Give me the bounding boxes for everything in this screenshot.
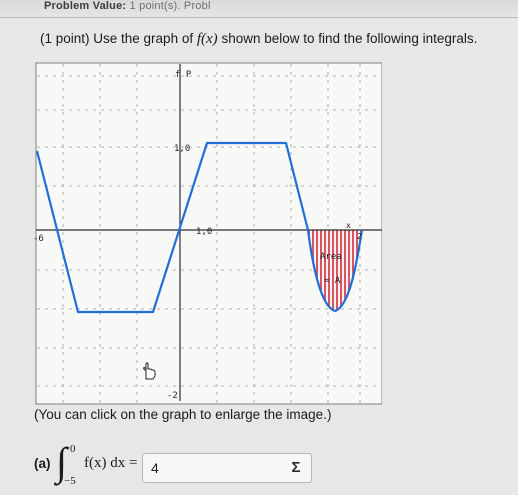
- problem-prefix: (1 point) Use the graph of: [40, 31, 194, 46]
- integral-upper-limit: 0: [70, 443, 76, 455]
- y-top-label: 1,0: [174, 144, 191, 154]
- pointer-hand-icon: [141, 362, 157, 380]
- integral-lower-limit: −5: [64, 475, 76, 487]
- x-neg-label: -6: [33, 234, 44, 244]
- area-label-line1: Area: [320, 252, 342, 262]
- problem-suffix: shown below to find the following integrals.: [221, 31, 478, 46]
- part-a-label: (a): [34, 456, 51, 471]
- y-bottom-label: -2: [167, 391, 178, 401]
- area-label-line2: = A: [324, 276, 341, 286]
- problem-function: f(x): [196, 31, 218, 47]
- x-mid-label: 1,0: [196, 227, 213, 237]
- problem-value-rest: 1 point(s). Probl: [129, 0, 211, 12]
- x-right-label: 2: [357, 232, 362, 241]
- y-axis-label: f P: [175, 70, 192, 80]
- integrand: f(x) dx =: [84, 455, 138, 471]
- x-axis-label: x: [346, 221, 351, 230]
- integral-sign: ∫: [56, 439, 67, 484]
- problem-value-label: Problem Value:: [44, 0, 127, 12]
- integral-expression: [56, 440, 146, 490]
- function-graph[interactable]: [0, 56, 382, 406]
- problem-value-header: [44, 0, 211, 12]
- sigma-icon[interactable]: Σ: [291, 459, 301, 476]
- problem-statement: [40, 31, 477, 48]
- enlarge-caption: (You can click on the graph to enlarge the image.): [34, 407, 332, 422]
- header-divider: [0, 17, 518, 18]
